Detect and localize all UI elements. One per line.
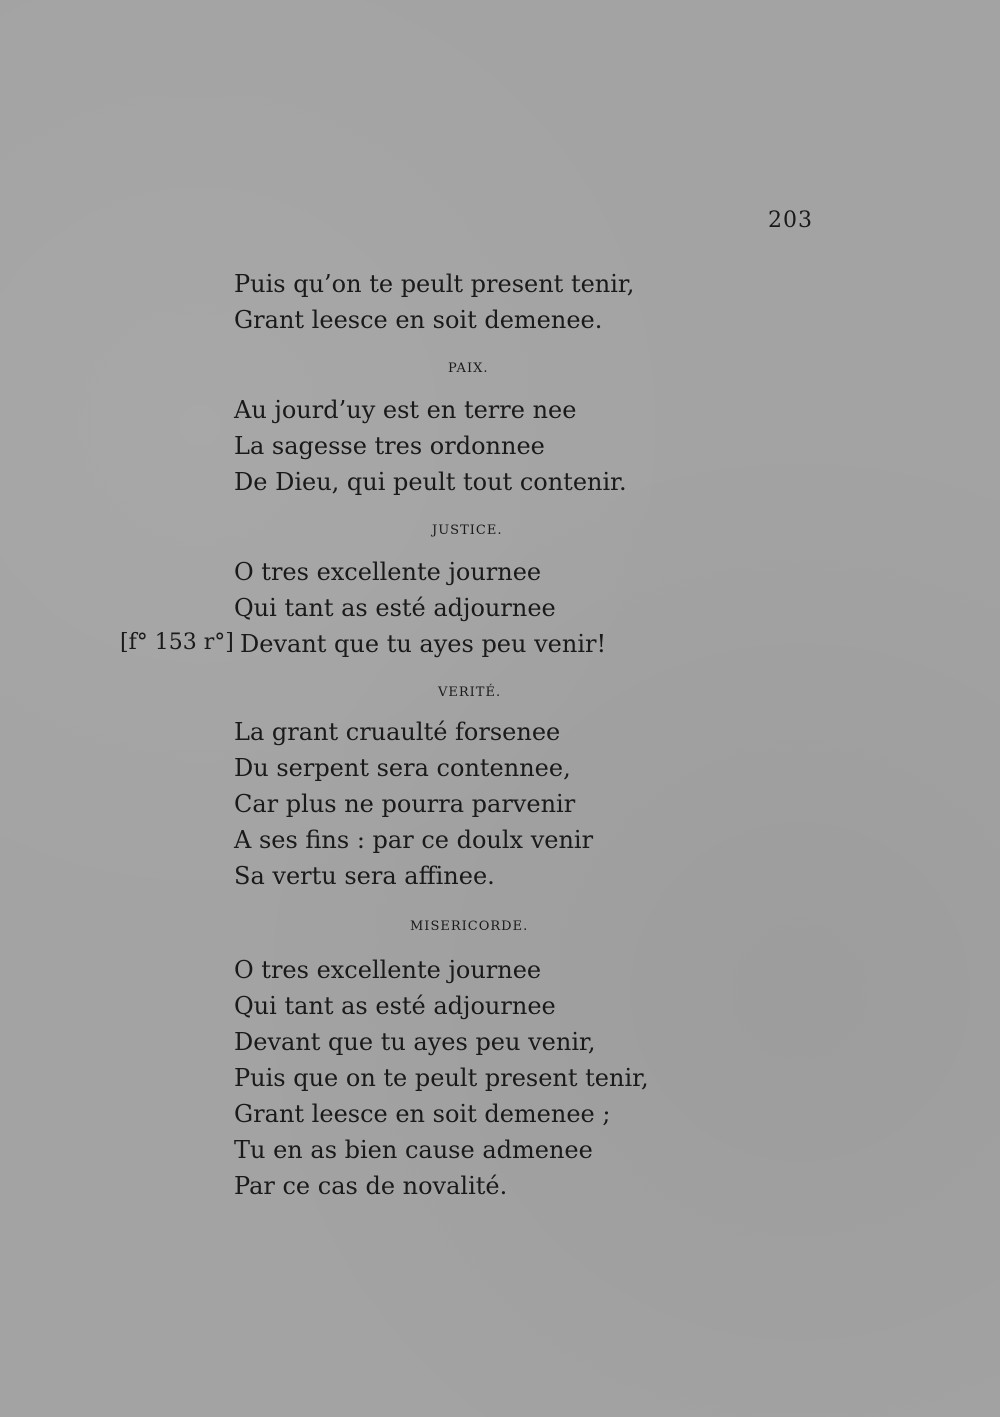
verse-line: Qui tant as esté adjournee xyxy=(234,594,556,622)
verse-line: Car plus ne pourra parvenir xyxy=(234,790,576,818)
verse-line: La sagesse tres ordonnee xyxy=(234,432,545,460)
verse-line: O tres excellente journee xyxy=(234,558,542,586)
speaker-heading-paix: PAIX. xyxy=(448,361,489,376)
speaker-heading-verite: VERITÉ. xyxy=(438,685,502,700)
verse-line: Grant leesce en soit demenee ; xyxy=(234,1100,611,1128)
verse-line: A ses fins : par ce doulx venir xyxy=(234,826,594,854)
speaker-heading-misericorde: MISERICORDE. xyxy=(410,919,529,934)
verse-line: Devant que tu ayes peu venir, xyxy=(234,1028,596,1056)
verse-line: Par ce cas de novalité. xyxy=(234,1172,508,1200)
verse-line: Sa vertu sera affinee. xyxy=(234,862,495,890)
verse-line: Au jourd’uy est en terre nee xyxy=(234,396,577,424)
verse-line: Grant leesce en soit demenee. xyxy=(234,306,603,334)
verse-line: De Dieu, qui peult tout contenir. xyxy=(234,468,627,496)
verse-line: La grant cruaulté forsenee xyxy=(234,718,561,746)
verse-line: Du serpent sera contennee, xyxy=(234,754,571,782)
verse-line: Qui tant as esté adjournee xyxy=(234,992,556,1020)
verse-line: Devant que tu ayes peu venir! xyxy=(240,630,607,658)
verse-line: O tres excellente journee xyxy=(234,956,542,984)
page-number: 203 xyxy=(768,208,813,233)
verse-line: Puis que on te peult present tenir, xyxy=(234,1064,649,1092)
folio-note: [f° 153 r°] xyxy=(120,630,234,655)
verse-line: Tu en as bien cause admenee xyxy=(234,1136,593,1164)
speaker-heading-justice: JUSTICE. xyxy=(432,523,503,538)
verse-line: Puis qu’on te peult present tenir, xyxy=(234,270,635,298)
